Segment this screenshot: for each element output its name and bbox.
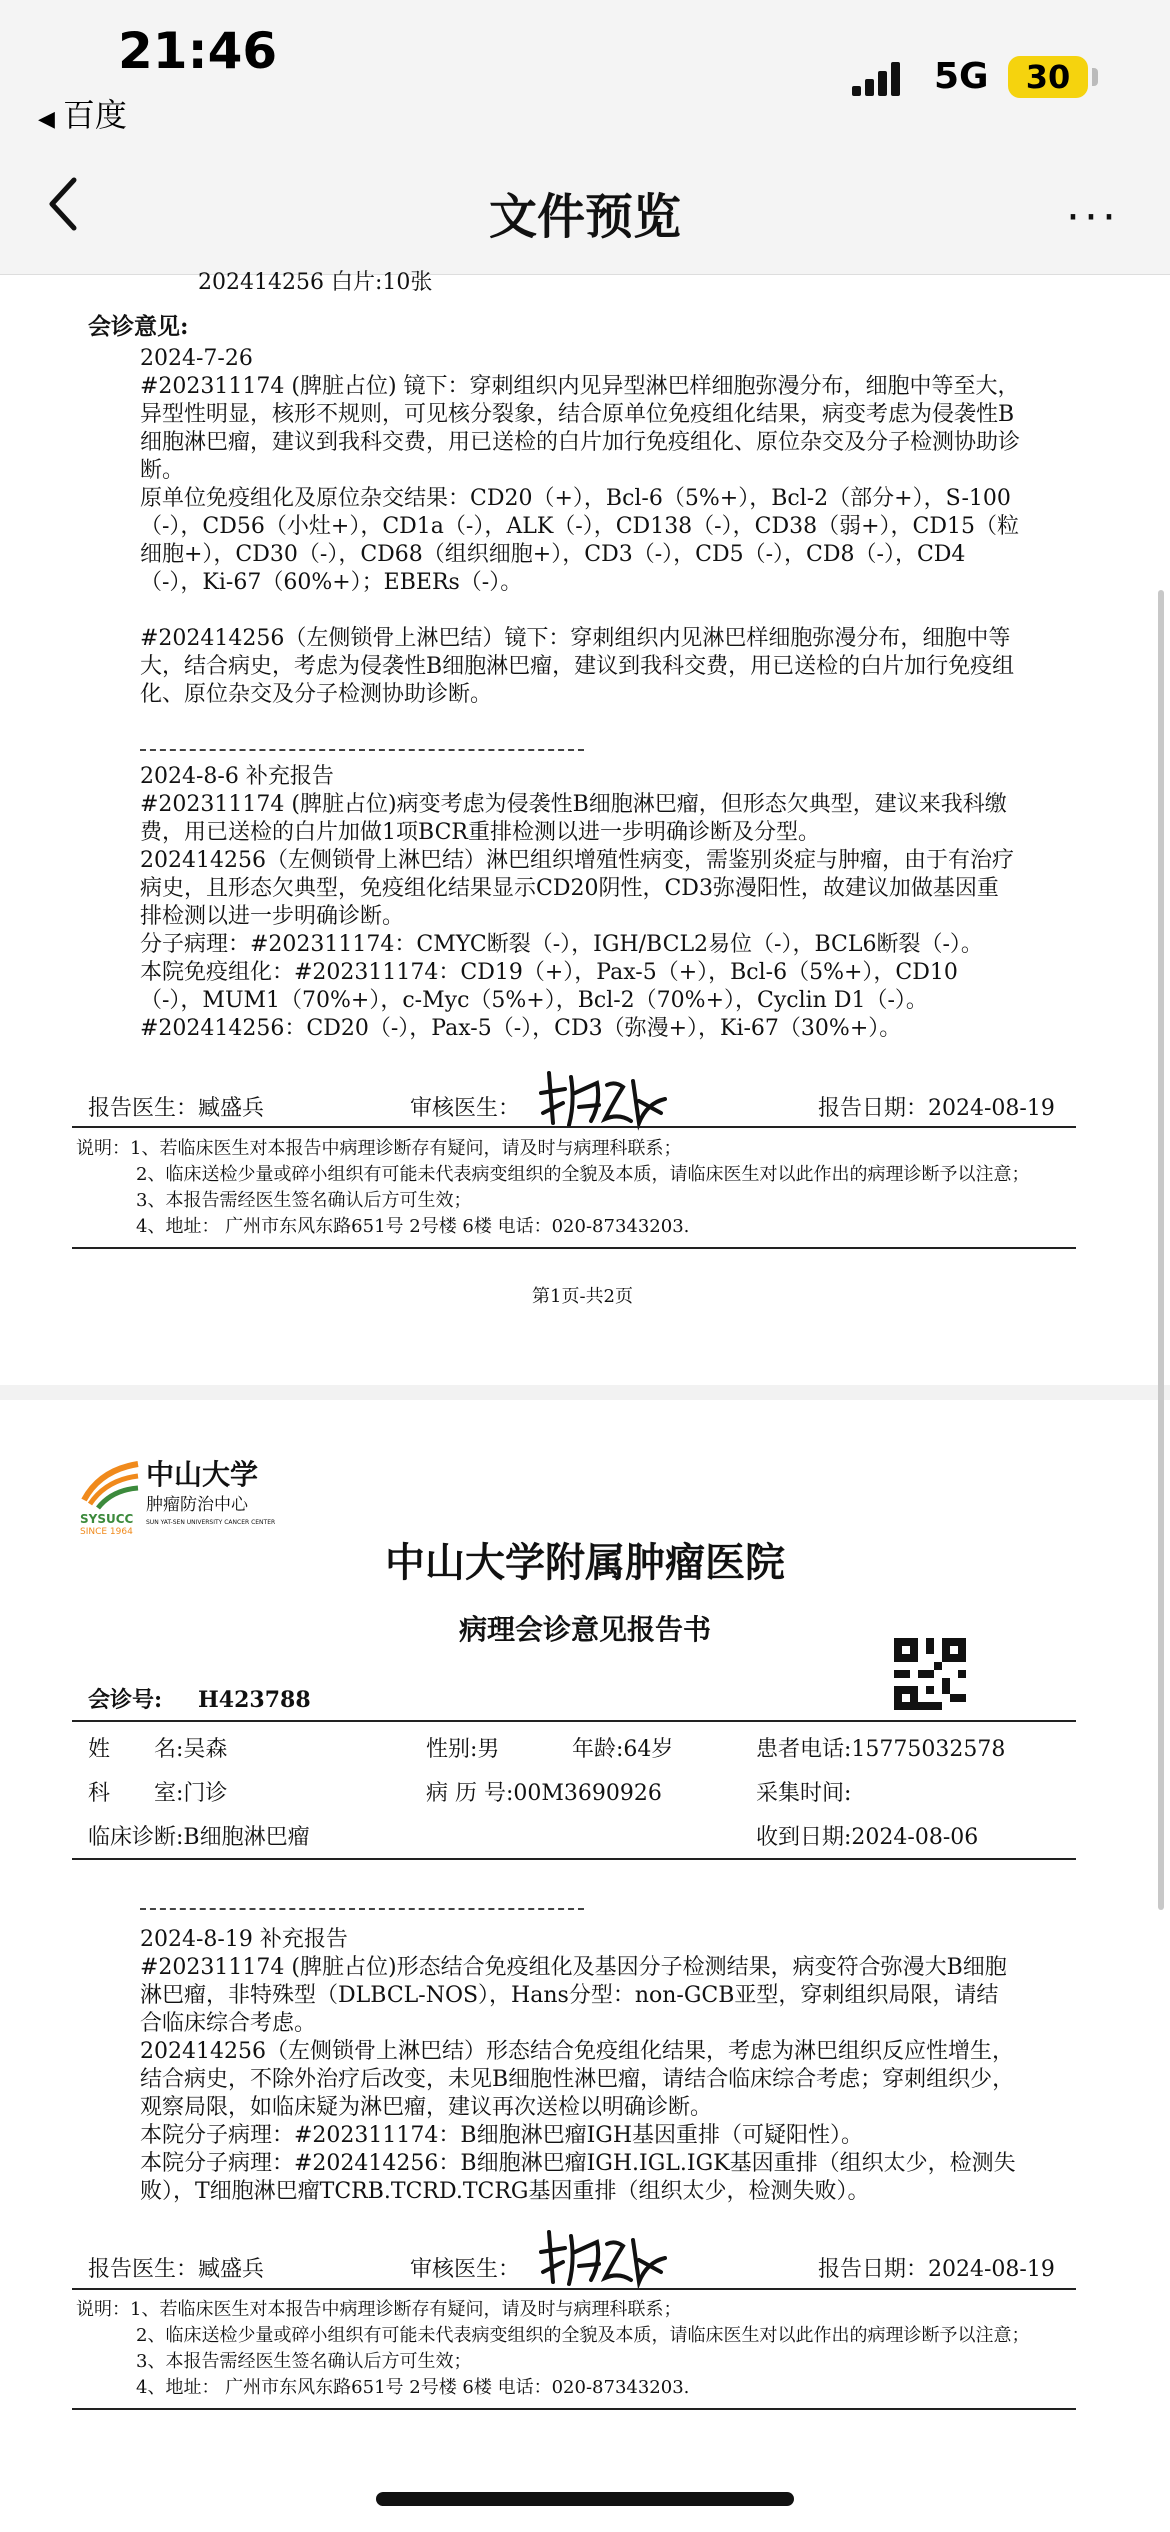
page-number: 第1页-共2页	[532, 1286, 633, 1307]
status-bar	[0, 0, 1170, 150]
document-page-1	[0, 270, 1170, 1385]
nav-bar	[0, 150, 1170, 275]
supplement-para-4: 本院免疫组化：#202311174：CD19（+），Pax-5（+），Bcl-6（5%+），CD10（-），MUM1（70%+），c-Myc（5%+），Bcl-2（70%+），Cyclin D1（-）。	[140, 960, 958, 1013]
logo-since: SINCE 1964	[80, 1527, 133, 1537]
patient-sex: 性别:男	[426, 1737, 500, 1762]
hospital-name: 中山大学附属肿瘤医院	[385, 1539, 785, 1586]
report-title: 病理会诊意见报告书	[458, 1613, 711, 1646]
document-page-2	[0, 1400, 1170, 2532]
network-type: 5G	[934, 56, 989, 97]
reviewer-signature	[535, 2222, 675, 2292]
sysucc-logo-icon	[80, 1460, 142, 1510]
supplement-para-5: #202414256：CD20（-），Pax-5（-），CD3（弥漫+），Ki-67（30%+）。	[140, 1016, 902, 1041]
opinion-para-1: #202311174 (脾脏占位) 镜下：穿刺组织内见异型淋巴样细胞弥漫分布，细胞中等至大，异型性明显，核形不规则，可见核分裂象，结合原单位免疫组化结果，病变考虑为侵袭性B细胞淋巴瘤，建议到我科交费，用已送检的白片加行免疫组化、原位杂交及分子检测协助诊断。	[140, 374, 1021, 483]
note-3: 3、本报告需经医生签名确认后方可生效；	[136, 2351, 472, 2372]
report-date: 报告日期：2024-08-19	[818, 2257, 1055, 2282]
back-to-app-link[interactable]	[38, 90, 127, 136]
logo-cn: 中山大学	[146, 1458, 259, 1491]
logo-sub: 肿瘤防治中心	[146, 1495, 248, 1515]
clinical-diagnosis: 临床诊断:B细胞淋巴瘤	[88, 1825, 310, 1850]
info-rule	[72, 1858, 1076, 1860]
supplement-title: 2024-8-6 补充报告	[140, 764, 334, 789]
more-options-button[interactable]: ···	[1066, 192, 1120, 243]
reporter: 报告医生：臧盛兵	[88, 1096, 265, 1121]
dashed-separator	[140, 1908, 584, 1910]
supplement-para-4: 本院分子病理：#202414256：B细胞淋巴瘤IGH.IGL.IGK基因重排（组织太少，检测失败），T细胞淋巴瘤TCRB.TCRD.TCRG基因重排（组织太少，检测失败）。	[140, 2151, 1016, 2204]
battery-icon: 30	[1008, 56, 1088, 98]
report-date: 报告日期：2024-08-19	[818, 1096, 1055, 1121]
slide-count-line: 202414256 白片:10张	[198, 270, 433, 295]
supplement-para-2: 202414256（左侧锁骨上淋巴结）形态结合免疫组化结果，考虑为淋巴组织反应性增生，结合病史，不除外治疗后改变，未见B细胞性淋巴瘤，请结合临床综合考虑；穿刺组织少，观察局限，如临床疑为淋巴瘤，建议再次送检以明确诊断。	[140, 2039, 1015, 2120]
footer-rule-top	[72, 2288, 1076, 2290]
note-1: 说明：1、若临床医生对本报告中病理诊断存有疑问，请及时与病理科联系；	[76, 2299, 682, 2320]
page-title: 文件预览	[488, 189, 681, 245]
supplement-para-3: 分子病理：#202311174：CMYC断裂（-），IGH/BCL2易位（-），BCL6断裂（-）。	[140, 932, 983, 957]
section-title: 会诊意见:	[88, 313, 189, 340]
back-triangle-icon: ◀	[38, 107, 55, 132]
status-time: 21:46	[118, 22, 278, 80]
dashed-separator	[140, 749, 584, 751]
opinion-date: 2024-7-26	[140, 346, 253, 371]
footer-rule-bottom	[72, 1247, 1076, 1249]
supplement-para-2: 202414256（左侧锁骨上淋巴结）淋巴组织增殖性病变，需鉴别炎症与肿瘤，由于有治疗病史，且形态欠典型，免疫组化结果显示CD20阴性，CD3弥漫阳性，故建议加做基因重排检测以进一步明确诊断。	[140, 848, 1014, 929]
patient-age: 年龄:64岁	[572, 1737, 674, 1762]
footer-rule-bottom	[72, 2408, 1076, 2410]
note-4: 4、地址： 广州市东风东路651号 2号楼 6楼 电话：020-87343203.	[136, 1216, 690, 1237]
header-rule	[72, 1720, 1076, 1722]
patient-name: 姓 名:吴森	[88, 1737, 228, 1762]
note-1: 说明：1、若临床医生对本报告中病理诊断存有疑问，请及时与病理科联系；	[76, 1138, 682, 1159]
supplement-para-1: #202311174 (脾脏占位)形态结合免疫组化及基因分子检测结果，病变符合弥漫大B细胞淋巴瘤，非特殊型（DLBCL-NOS），Hans分型：non-GCB亚型，穿刺组织局限，请结合临床综合考虑。	[140, 1955, 1007, 2036]
note-2: 2、临床送检少量或碎小组织有可能未代表病变组织的全貌及本质，请临床医生对以此作出的病理诊断予以注意；	[136, 2325, 1030, 2346]
collect-time: 采集时间:	[756, 1781, 852, 1806]
supplement-para-3: 本院分子病理：#202311174：B细胞淋巴瘤IGH基因重排（可疑阳性）。	[140, 2123, 864, 2148]
reporter: 报告医生：臧盛兵	[88, 2257, 265, 2282]
opinion-para-3: #202414256（左侧锁骨上淋巴结）镜下：穿刺组织内见淋巴样细胞弥漫分布，细胞中等大，结合病史，考虑为侵袭性B细胞淋巴瘤，建议到我科交费，用已送检的白片加行免疫组化、原位杂交及分子检测协助诊断。	[140, 626, 1015, 707]
battery-tip	[1092, 68, 1098, 86]
note-3: 3、本报告需经医生签名确认后方可生效；	[136, 1190, 472, 1211]
logo-en-full: SUN YAT-SEN UNIVERSITY CANCER CENTER	[146, 1519, 276, 1526]
received-date: 收到日期:2024-08-06	[756, 1825, 979, 1850]
reviewer-label: 审核医生：	[410, 2257, 521, 2282]
supplement-para-1: #202311174 (脾脏占位)病变考虑为侵袭性B细胞淋巴瘤，但形态欠典型，建议来我科缴费，用已送检的白片加做1项BCR重排检测以进一步明确诊断及分型。	[140, 792, 1007, 845]
note-4: 4、地址： 广州市东风东路651号 2号楼 6楼 电话：020-87343203.	[136, 2377, 690, 2398]
logo-en: SYSUCC	[80, 1512, 134, 1526]
qr-code-icon	[894, 1638, 966, 1710]
consult-no-label: 会诊号:	[88, 1687, 163, 1713]
reviewer-signature	[535, 1063, 675, 1133]
consult-no: H423788	[198, 1687, 311, 1713]
back-app-label: 百度	[62, 96, 127, 134]
signal-icon	[852, 62, 904, 96]
footer-rule-top	[72, 1126, 1076, 1128]
home-indicator[interactable]	[376, 2492, 794, 2506]
note-2: 2、临床送检少量或碎小组织有可能未代表病变组织的全貌及本质，请临床医生对以此作出的病理诊断予以注意；	[136, 1164, 1030, 1185]
scrollbar[interactable]	[1158, 590, 1164, 1910]
opinion-para-2: 原单位免疫组化及原位杂交结果：CD20（+），Bcl-6（5%+），Bcl-2（部分+），S-100（-），CD56（小灶+），CD1a（-），ALK（-），CD138（-），CD38（弱+），CD15（粒细胞+），CD30（-），CD68（组织细胞+），CD3（-），CD5（-），CD8（-），CD4（-），Ki-67（60%+）；EBERs（-）。	[140, 486, 1019, 595]
reviewer-label: 审核医生：	[410, 1096, 521, 1121]
supplement-title: 2024-8-19 补充报告	[140, 1927, 348, 1952]
department: 科 室:门诊	[88, 1781, 228, 1806]
record-no: 病 历 号:00M3690926	[426, 1781, 662, 1806]
patient-phone: 患者电话:15775032578	[756, 1737, 1006, 1762]
